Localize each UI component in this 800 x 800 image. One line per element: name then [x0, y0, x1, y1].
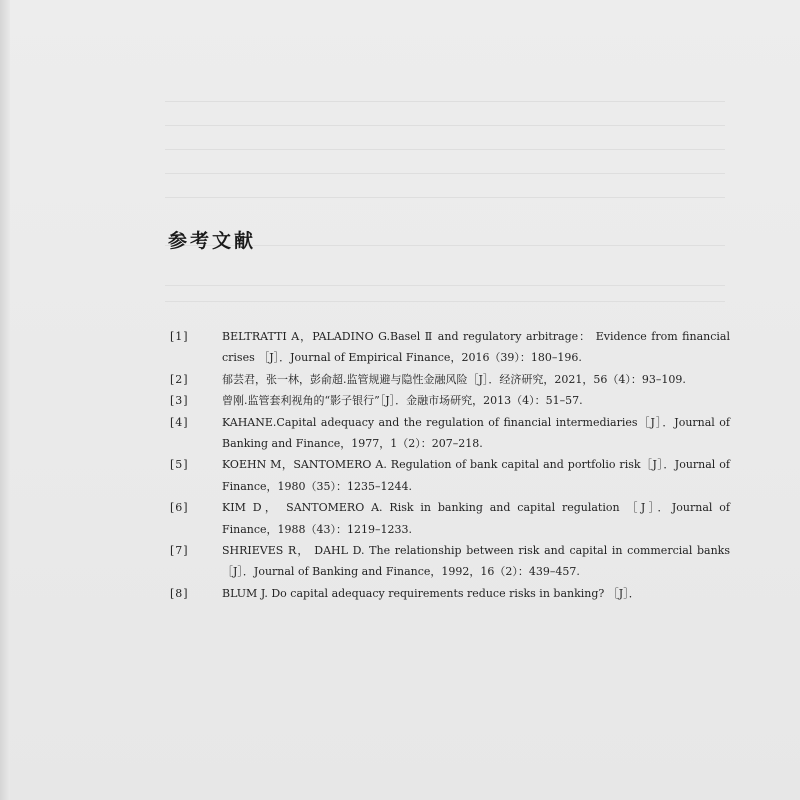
- show-through-line: [165, 101, 725, 102]
- reference-number: [5]: [170, 458, 189, 472]
- reference-number: [4]: [170, 415, 189, 429]
- reference-item: [170, 390, 730, 411]
- reference-item: [170, 412, 730, 455]
- reference-text: KIM D， SANTOMERO A. Risk in banking and capital regulation ［J］．Journal of Finance，1988（43）：1219–1233.: [222, 501, 730, 536]
- reference-item: [170, 454, 730, 497]
- show-through-line: [165, 301, 725, 302]
- reference-number: [1]: [170, 330, 189, 343]
- reference-text: SHRIEVES R， DAHL D. The relationship between risk and capital in commercial banks［J］．Journal of Banking and Finance，1992，16（2）：439–457.: [222, 544, 730, 579]
- reference-text: 曾刚.监管套利视角的“影子银行”［J］．金融市场研究，2013（4）：51–57.: [222, 394, 583, 408]
- reference-number: [2]: [170, 372, 189, 386]
- reference-item: [170, 369, 730, 390]
- reference-item: [170, 583, 730, 604]
- reference-item: [170, 497, 730, 540]
- reference-number: [6]: [170, 501, 189, 515]
- reference-text: BELTRATTI A，PALADINO G.Basel Ⅱ and regulatory arbitrage： Evidence from financial crises ［J］．Journal of Empirical Finance，2016（39）：180–196.: [222, 330, 730, 365]
- reference-list: [170, 326, 730, 604]
- reference-text: KOEHN M，SANTOMERO A. Regulation of bank capital and portfolio risk［J］．Journal of Finance，1980（35）：1235–1244.: [222, 458, 730, 493]
- reference-number: [7]: [170, 544, 189, 558]
- reference-text: BLUM J. Do capital adequacy requirements reduce risks in banking? ［J］．: [222, 586, 640, 600]
- reference-text: KAHANE.Capital adequacy and the regulation of financial intermediaries［J］．Journal of Banking and Finance，1977，1（2）：207–218.: [222, 415, 730, 451]
- reference-text: 郁芸君，张一林，彭俞超.监管规避与隐性金融风险［J］．经济研究，2021，56（4）：93–109.: [222, 372, 686, 386]
- references-heading: 参考文献: [168, 230, 257, 252]
- show-through-line: [165, 197, 725, 198]
- reference-item: [170, 540, 730, 583]
- reference-item: [170, 326, 730, 369]
- show-through-line: [165, 125, 725, 126]
- show-through-line: [165, 173, 725, 174]
- show-through-line: [165, 149, 725, 150]
- page-edge-shadow: [0, 0, 10, 800]
- reference-number: [8]: [170, 586, 189, 600]
- show-through-line: [165, 285, 725, 286]
- reference-number: [3]: [170, 394, 189, 408]
